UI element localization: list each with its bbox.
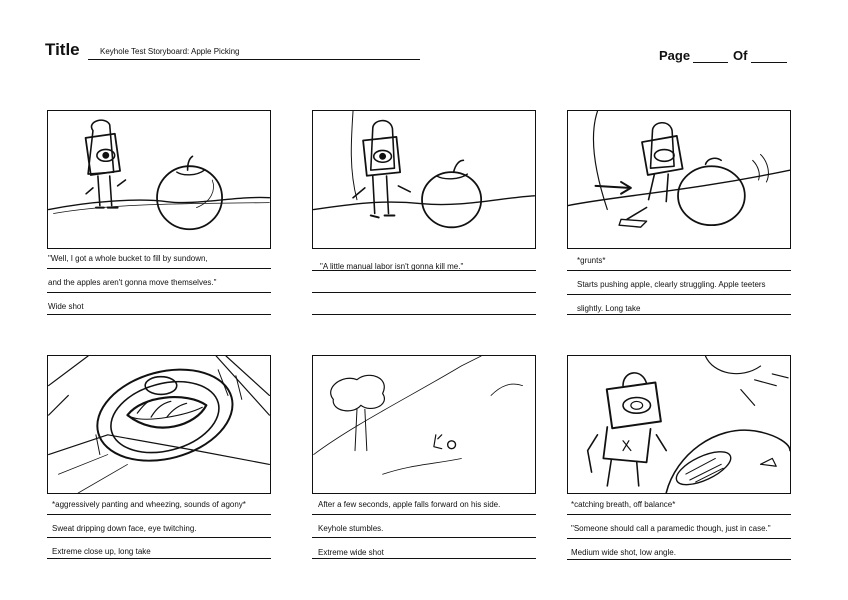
panel-6-note-1: *catching breath, off balance* xyxy=(571,500,676,509)
panel-4-note-2: Sweat dripping down face, eye twitching. xyxy=(52,524,197,533)
panel-4-note-1: *aggressively panting and wheezing, sounds of agony* xyxy=(52,500,246,509)
page-number-blank xyxy=(693,62,728,63)
panel-2-rule-2 xyxy=(312,292,536,293)
storyboard-panel-1 xyxy=(47,110,271,249)
panel-1-rule-1 xyxy=(47,268,271,269)
panel-6-rule-1 xyxy=(567,514,791,515)
storyboard-panel-5 xyxy=(312,355,536,494)
panel-1-note-1: "Well, I got a whole bucket to fill by sundown, xyxy=(48,254,208,263)
storyboard-panel-3 xyxy=(567,110,791,249)
panel-6-rule-2 xyxy=(567,538,791,539)
panel-1-note-2: and the apples aren't gonna move themselves." xyxy=(48,278,217,287)
panel-4-sketch xyxy=(48,356,270,493)
panel-5-note-3: Extreme wide shot xyxy=(318,548,384,557)
panel-3-rule-1 xyxy=(567,270,791,271)
storyboard-panel-2 xyxy=(312,110,536,249)
panel-5-note-1: After a few seconds, apple falls forward on his side. xyxy=(318,500,501,509)
panel-2-rule-1 xyxy=(312,270,536,271)
panel-6-note-3: Medium wide shot, low angle. xyxy=(571,548,676,557)
panel-5-rule-3 xyxy=(312,558,536,559)
panel-3-rule-2 xyxy=(567,294,791,295)
panel-3-sketch xyxy=(568,111,790,248)
title-underline xyxy=(88,59,420,60)
page-total-blank xyxy=(751,62,787,63)
panel-2-note-1: "A little manual labor isn't gonna kill me." xyxy=(320,262,464,271)
panel-5-rule-1 xyxy=(312,514,536,515)
panel-3-note-3: slightly. Long take xyxy=(577,304,641,313)
title-label: Title xyxy=(45,40,80,59)
panel-5-note-2: Keyhole stumbles. xyxy=(318,524,384,533)
panel-4-rule-1 xyxy=(47,514,271,515)
panel-1-sketch xyxy=(48,111,270,248)
panel-3-note-1: *grunts* xyxy=(577,256,606,265)
panel-4-note-3: Extreme close up, long take xyxy=(52,547,151,556)
panel-1-rule-2 xyxy=(47,292,271,293)
panel-5-sketch xyxy=(313,356,535,493)
panel-1-note-3: Wide shot xyxy=(48,302,84,311)
title-value: Keyhole Test Storyboard: Apple Picking xyxy=(100,47,240,56)
panel-4-rule-2 xyxy=(47,537,271,538)
panel-3-note-2: Starts pushing apple, clearly struggling. Apple teeters xyxy=(577,280,766,289)
panel-2-rule-3 xyxy=(312,314,536,315)
panel-5-rule-2 xyxy=(312,537,536,538)
panel-4-rule-3 xyxy=(47,558,271,559)
page-label: Page xyxy=(659,48,691,63)
panel-6-rule-3 xyxy=(567,559,791,560)
panel-6-note-2: "Someone should call a paramedic though, just in case." xyxy=(571,524,771,533)
panel-6-sketch xyxy=(568,356,790,493)
panel-3-rule-3 xyxy=(567,314,791,315)
panel-2-sketch xyxy=(313,111,535,248)
of-label: Of xyxy=(733,48,748,63)
storyboard-panel-6 xyxy=(567,355,791,494)
storyboard-panel-4 xyxy=(47,355,271,494)
panel-1-rule-3 xyxy=(47,314,271,315)
